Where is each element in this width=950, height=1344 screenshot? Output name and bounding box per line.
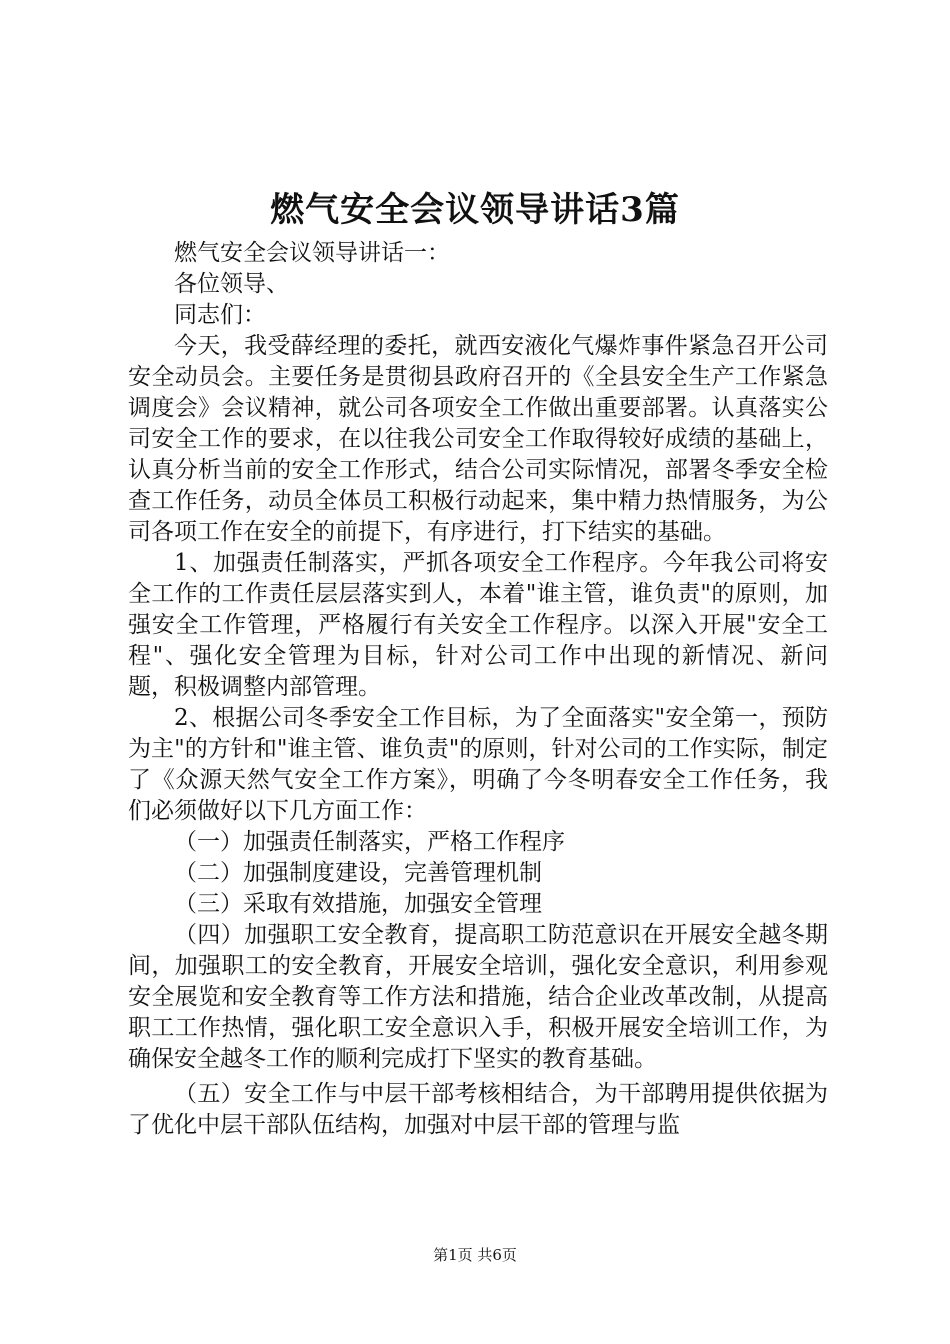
page-number: 第1页 共6页 — [433, 1246, 517, 1264]
paragraph-item-2: （二）加强制度建设，完善管理机制 — [174, 860, 542, 886]
paragraph-salutation-leaders: 各位领导、 — [174, 271, 289, 297]
paragraph-point-2: 2、根据公司冬季安全工作目标，为了全面落实"安全第一，预防为主"的方针和"谁主管、谁负责"的原则，针对公司的工作实际，制定了《众源天然气安全工作方案》，明确了今冬明春安全工作任务，我们必须做好以下几方面工作： — [128, 705, 828, 824]
paragraph-item-4: （四）加强职工安全教育，提高职工防范意识在开展安全越冬期间，加强职工的安全教育，开展安全培训，强化安全意识，利用参观安全展览和安全教育等工作方法和措施，结合企业改革改制，从提高职工工作热情，强化职工安全意识入手，积极开展安全培训工作，为确保安全越冬工作的顺利完成打下坚实的教育基础。 — [128, 922, 828, 1072]
paragraph-heading: 燃气安全会议领导讲话一： — [174, 240, 450, 266]
document-title: 燃气安全会议领导讲话3篇 — [270, 190, 680, 230]
paragraph-salutation-comrades: 同志们： — [174, 302, 266, 328]
paragraph-item-5: （五）安全工作与中层干部考核相结合，为干部聘用提供依据为了优化中层干部队伍结构，加强对中层干部的管理与监 — [128, 1081, 828, 1138]
document-body — [128, 238, 828, 1141]
paragraph-item-3: （三）采取有效措施，加强安全管理 — [174, 891, 542, 917]
paragraph-intro: 今天，我受薛经理的委托，就西安液化气爆炸事件紧急召开公司安全动员会。主要任务是贯彻县政府召开的《全县安全生产工作紧急调度会》会议精神，就公司各项安全工作做出重要部署。认真落实公司安全工作的要求，在以往我公司安全工作取得较好成绩的基础上，认真分析当前的安全工作形式，结合公司实际情况，部署冬季安全检查工作任务，动员全体员工积极行动起来，集中精力热情服务，为公司各项工作在安全的前提下，有序进行，打下结实的基础。 — [128, 333, 828, 545]
paragraph-point-1: 1、加强责任制落实，严抓各项安全工作程序。今年我公司将安全工作的工作责任层层落实到人，本着"谁主管，谁负责"的原则，加强安全工作管理，严格履行有关安全工作程序。以深入开展"安全工程"、强化安全管理为目标，针对公司工作中出现的新情况、新问题，积极调整内部管理。 — [128, 550, 828, 700]
paragraph-item-1: （一）加强责任制落实，严格工作程序 — [174, 829, 565, 855]
